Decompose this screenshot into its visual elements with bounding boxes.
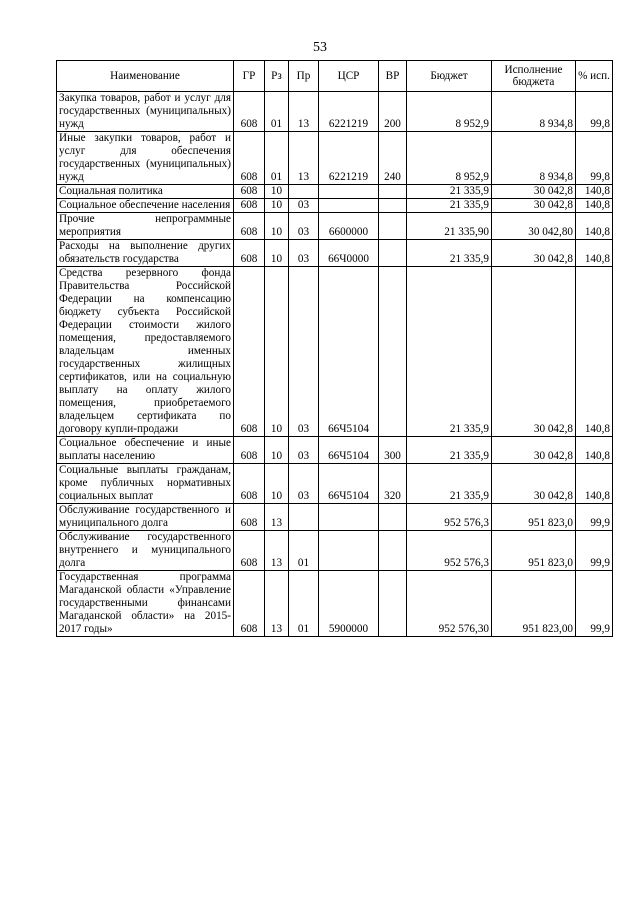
cell-budget: 21 335,9 [407, 240, 492, 267]
cell-budget: 952 576,30 [407, 571, 492, 637]
cell-vr: 320 [379, 464, 407, 504]
table-row [57, 185, 613, 199]
cell-rz: 10 [265, 437, 289, 464]
cell-percent: 140,8 [576, 199, 613, 213]
cell-name: Средства резервного фонда Правительства Российской Федерации на компенсацию бюджету субъекта Российской Федерации стоимости жилого помещения, предоставляемого владельцам именных государственных жилищных сертификатов, или на социальную выплату на оплату жилого помещения, приобретаемого владельцем сертификата по договору купли-продажи [57, 267, 234, 437]
cell-name: Расходы на выполнение других обязательств государства [57, 240, 234, 267]
header-csr: ЦСР [319, 61, 379, 92]
cell-execution: 951 823,00 [492, 571, 576, 637]
cell-pr [289, 504, 319, 531]
cell-percent: 140,8 [576, 240, 613, 267]
table-row [57, 504, 613, 531]
cell-percent: 140,8 [576, 213, 613, 240]
cell-csr: 5900000 [319, 571, 379, 637]
cell-execution: 30 042,8 [492, 240, 576, 267]
cell-execution: 8 934,8 [492, 92, 576, 132]
cell-vr [379, 531, 407, 571]
cell-gr: 608 [234, 267, 265, 437]
cell-csr: 6600000 [319, 213, 379, 240]
cell-vr [379, 240, 407, 267]
cell-pr: 03 [289, 213, 319, 240]
table-row [57, 437, 613, 464]
cell-name: Закупка товаров, работ и услуг для государственных (муниципальных) нужд [57, 92, 234, 132]
cell-csr: 66Ч5104 [319, 267, 379, 437]
cell-gr: 608 [234, 240, 265, 267]
table-row [57, 132, 613, 185]
cell-execution: 30 042,8 [492, 267, 576, 437]
cell-budget: 952 576,3 [407, 531, 492, 571]
cell-vr [379, 571, 407, 637]
cell-csr [319, 185, 379, 199]
cell-rz: 13 [265, 504, 289, 531]
cell-vr [379, 267, 407, 437]
cell-name: Иные закупки товаров, работ и услуг для обеспечения государственных (муниципальных) нужд [57, 132, 234, 185]
header-budget: Бюджет [407, 61, 492, 92]
cell-gr: 608 [234, 571, 265, 637]
cell-name: Прочие непрограммные мероприятия [57, 213, 234, 240]
cell-gr: 608 [234, 531, 265, 571]
table-row [57, 199, 613, 213]
header-execution: Исполнение бюджета [492, 61, 576, 92]
cell-gr: 608 [234, 92, 265, 132]
cell-rz: 10 [265, 464, 289, 504]
cell-execution: 30 042,8 [492, 199, 576, 213]
cell-gr: 608 [234, 213, 265, 240]
cell-name: Обслуживание государственного внутреннего и муниципального долга [57, 531, 234, 571]
cell-percent: 140,8 [576, 437, 613, 464]
cell-execution: 8 934,8 [492, 132, 576, 185]
cell-pr: 03 [289, 240, 319, 267]
cell-rz: 01 [265, 132, 289, 185]
cell-name: Социальное обеспечение и иные выплаты населению [57, 437, 234, 464]
cell-execution: 30 042,80 [492, 213, 576, 240]
cell-csr: 6221219 [319, 132, 379, 185]
cell-vr [379, 185, 407, 199]
cell-csr: 6221219 [319, 92, 379, 132]
header-row [57, 61, 613, 92]
cell-name: Социальные выплаты гражданам, кроме публичных нормативных социальных выплат [57, 464, 234, 504]
cell-rz: 01 [265, 92, 289, 132]
cell-rz: 10 [265, 199, 289, 213]
cell-percent: 99,8 [576, 132, 613, 185]
table-row [57, 92, 613, 132]
cell-gr: 608 [234, 199, 265, 213]
cell-csr: 66Ч0000 [319, 240, 379, 267]
cell-execution: 30 042,8 [492, 185, 576, 199]
cell-rz: 10 [265, 213, 289, 240]
header-pr: Пр [289, 61, 319, 92]
cell-percent: 140,8 [576, 185, 613, 199]
header-gr: ГР [234, 61, 265, 92]
cell-budget: 8 952,9 [407, 92, 492, 132]
cell-pr: 13 [289, 92, 319, 132]
cell-execution: 951 823,0 [492, 531, 576, 571]
cell-pr: 01 [289, 571, 319, 637]
cell-name: Государственная программа Магаданской области «Управление государственными финансами Магаданской области» на 2015-2017 годы» [57, 571, 234, 637]
cell-pr: 03 [289, 464, 319, 504]
table-row [57, 531, 613, 571]
table-row [57, 213, 613, 240]
cell-rz: 10 [265, 185, 289, 199]
cell-budget: 8 952,9 [407, 132, 492, 185]
cell-vr: 200 [379, 92, 407, 132]
table-row [57, 267, 613, 437]
cell-rz: 10 [265, 240, 289, 267]
cell-pr: 13 [289, 132, 319, 185]
cell-budget: 21 335,9 [407, 199, 492, 213]
cell-gr: 608 [234, 132, 265, 185]
cell-budget: 21 335,9 [407, 464, 492, 504]
cell-percent: 140,8 [576, 267, 613, 437]
cell-csr [319, 531, 379, 571]
cell-percent: 99,8 [576, 92, 613, 132]
cell-csr: 66Ч5104 [319, 437, 379, 464]
cell-execution: 951 823,0 [492, 504, 576, 531]
header-rz: Рз [265, 61, 289, 92]
header-vr: ВР [379, 61, 407, 92]
table-row [57, 464, 613, 504]
table-row [57, 240, 613, 267]
cell-gr: 608 [234, 185, 265, 199]
cell-gr: 608 [234, 464, 265, 504]
budget-table [56, 60, 613, 637]
cell-vr: 300 [379, 437, 407, 464]
cell-vr [379, 213, 407, 240]
cell-percent: 140,8 [576, 464, 613, 504]
header-percent: % исп. [576, 61, 613, 92]
cell-csr [319, 199, 379, 213]
cell-gr: 608 [234, 437, 265, 464]
header-name: Наименование [57, 61, 234, 92]
cell-pr: 03 [289, 437, 319, 464]
cell-budget: 21 335,9 [407, 185, 492, 199]
cell-execution: 30 042,8 [492, 464, 576, 504]
cell-rz: 10 [265, 267, 289, 437]
cell-name: Обслуживание государственного и муниципального долга [57, 504, 234, 531]
cell-gr: 608 [234, 504, 265, 531]
cell-budget: 952 576,3 [407, 504, 492, 531]
cell-pr: 03 [289, 199, 319, 213]
cell-vr [379, 199, 407, 213]
cell-percent: 99,9 [576, 531, 613, 571]
cell-rz: 13 [265, 571, 289, 637]
cell-pr: 01 [289, 531, 319, 571]
cell-percent: 99,9 [576, 571, 613, 637]
cell-csr [319, 504, 379, 531]
cell-vr: 240 [379, 132, 407, 185]
cell-vr [379, 504, 407, 531]
cell-budget: 21 335,90 [407, 213, 492, 240]
cell-name: Социальная политика [57, 185, 234, 199]
table-row [57, 571, 613, 637]
cell-pr [289, 185, 319, 199]
cell-pr: 03 [289, 267, 319, 437]
cell-rz: 13 [265, 531, 289, 571]
page-number: 53 [313, 40, 327, 55]
cell-budget: 21 335,9 [407, 437, 492, 464]
cell-csr: 66Ч5104 [319, 464, 379, 504]
cell-percent: 99,9 [576, 504, 613, 531]
cell-budget: 21 335,9 [407, 267, 492, 437]
cell-name: Социальное обеспечение населения [57, 199, 234, 213]
cell-execution: 30 042,8 [492, 437, 576, 464]
